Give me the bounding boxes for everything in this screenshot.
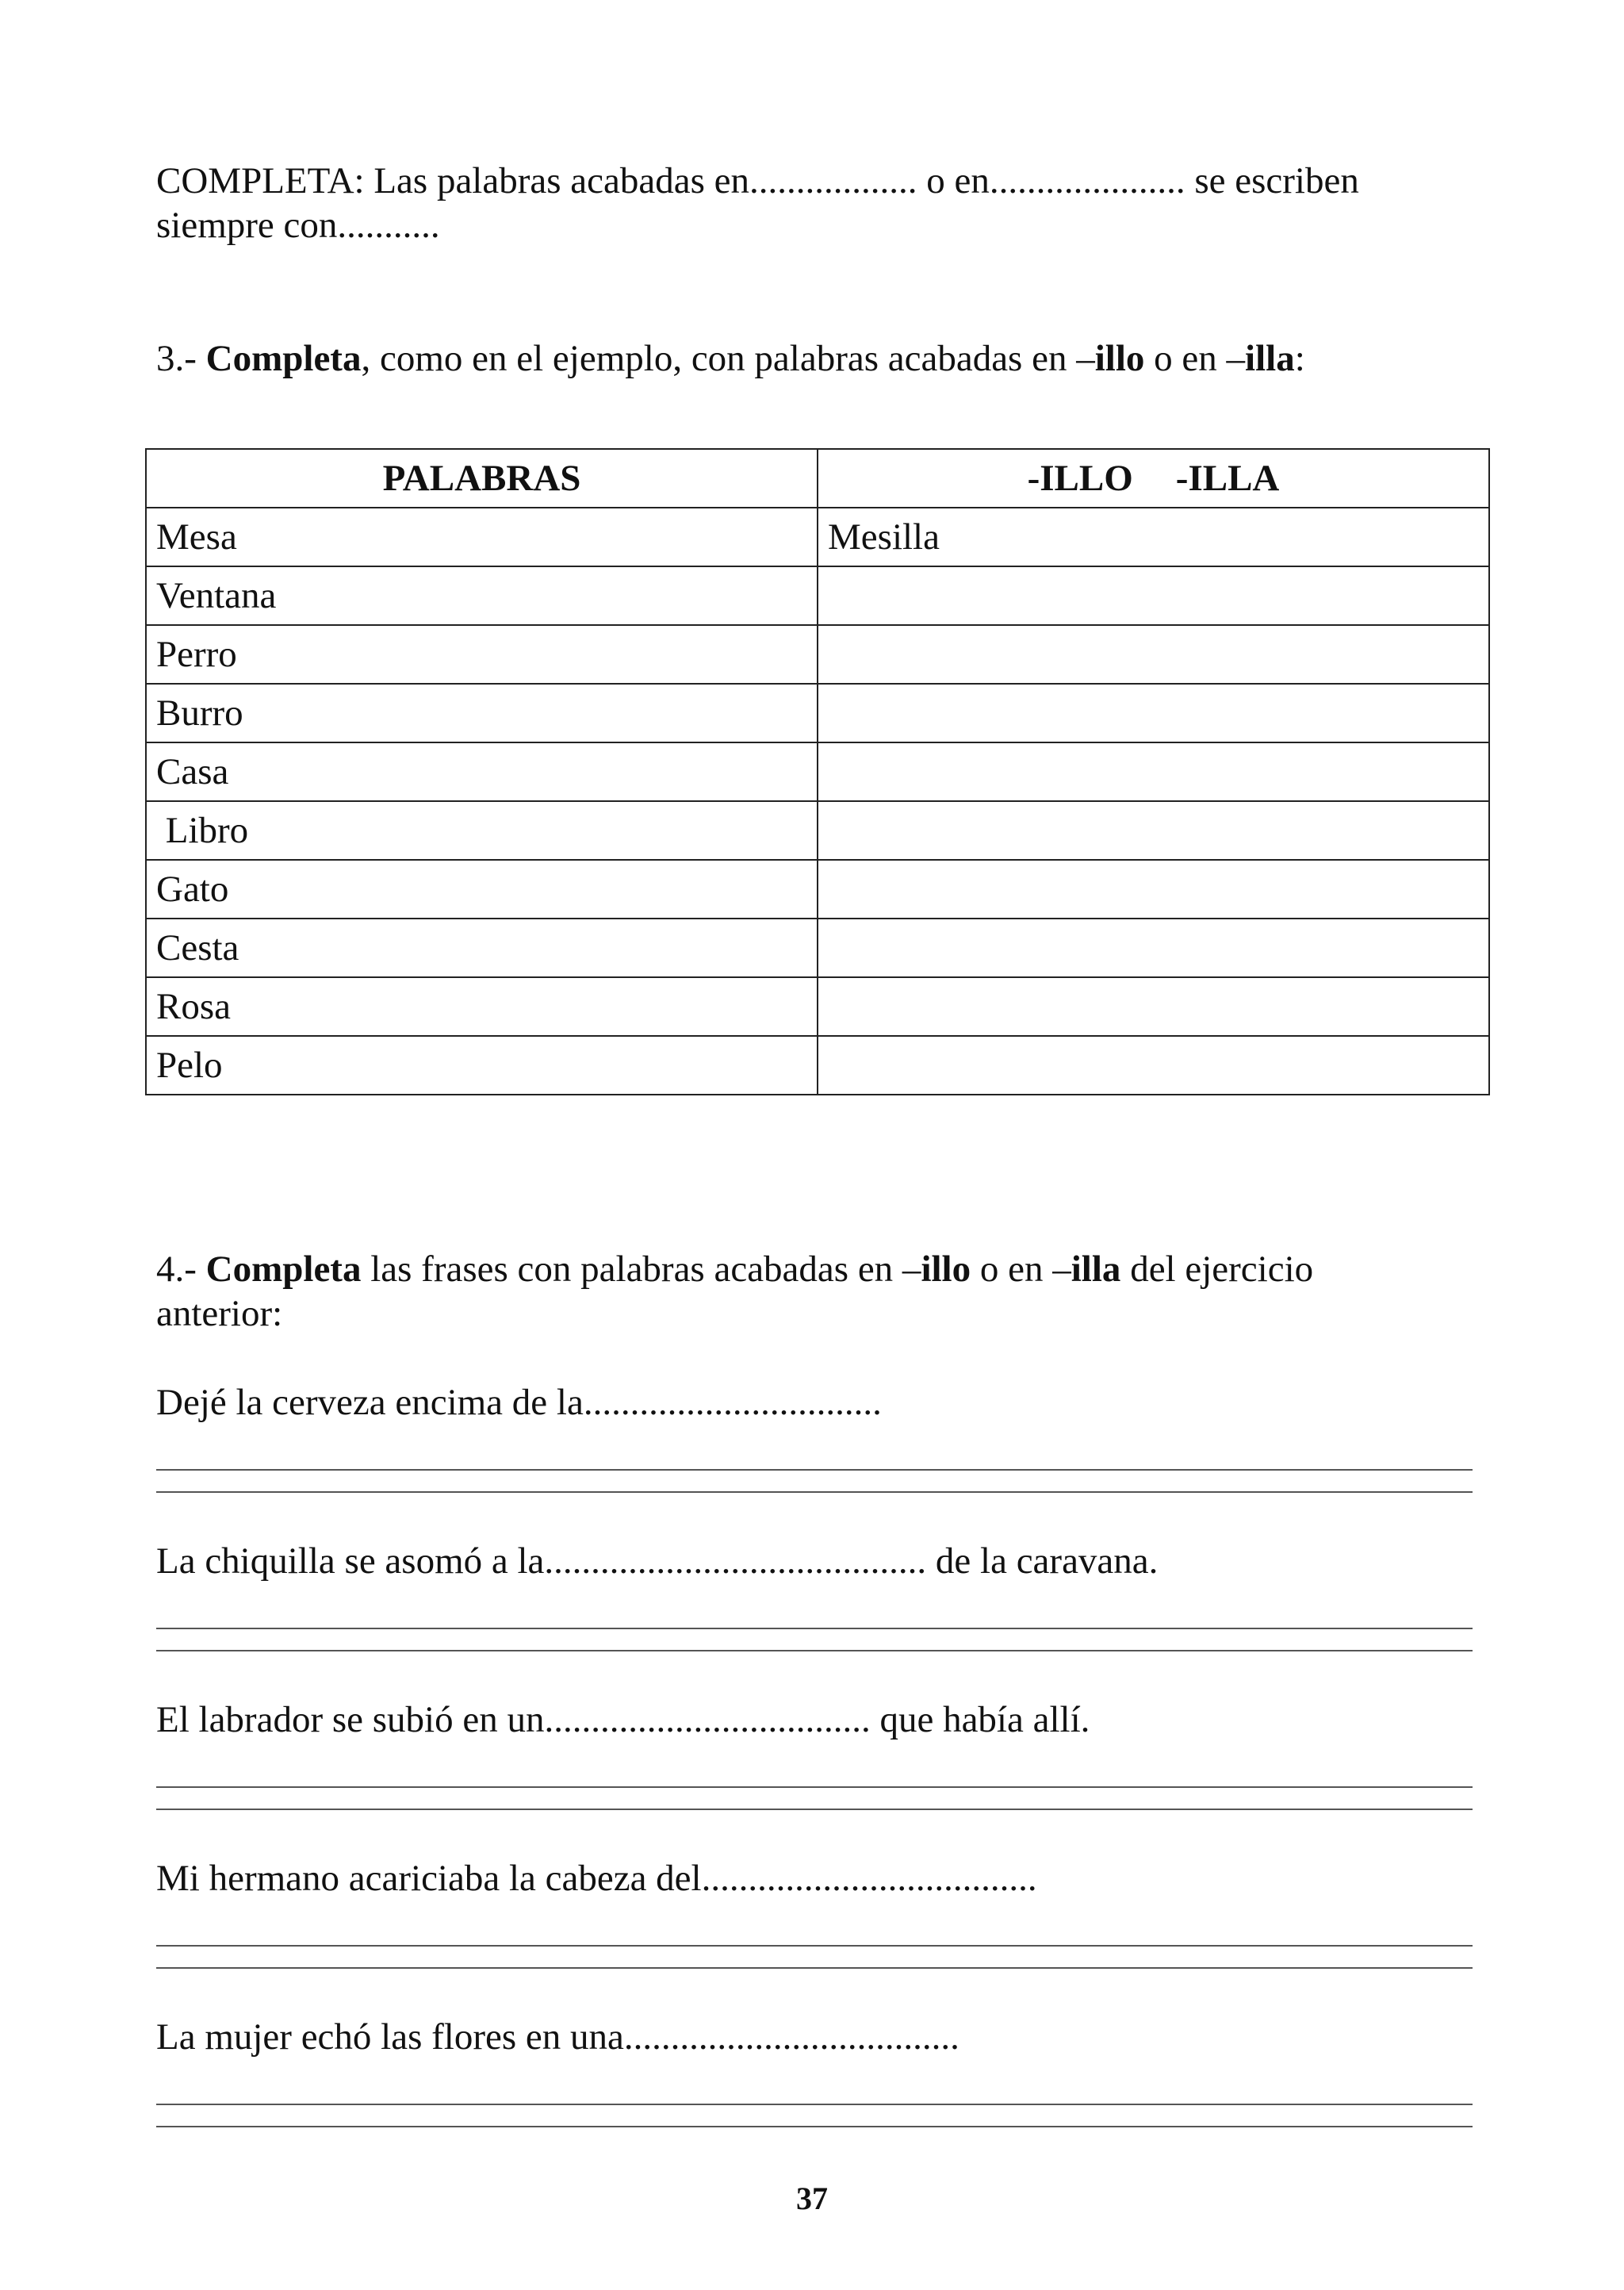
exercise-4-verb: Completa (205, 1249, 362, 1290)
exercise-3-instruction (156, 336, 1305, 381)
words-table (145, 448, 1490, 1095)
sentence-1: Dejé la cerveza encima de la................................ (156, 1382, 882, 1423)
exercise-4-number: 4.- (156, 1249, 206, 1290)
word-cell: Pelo (146, 1036, 818, 1095)
word-cell: Burro (146, 684, 818, 742)
exercise-3-verb: Completa (205, 338, 362, 379)
word-cell: Gato (146, 860, 818, 919)
table-row (146, 860, 1489, 919)
answer-line (156, 1967, 1473, 1969)
answer-cell (818, 684, 1489, 742)
sentence-4: Mi hermano acariciaba la cabeza del.................................... (156, 1858, 1037, 1899)
exercise-4-suffix-illo: illo (921, 1249, 971, 1290)
word-cell: Perro (146, 625, 818, 684)
header-illo: -ILLO (1027, 458, 1133, 499)
word-cell: Rosa (146, 977, 818, 1036)
table-row (146, 1036, 1489, 1095)
answer-cell (818, 977, 1489, 1036)
answer-cell (818, 919, 1489, 977)
answer-cell (818, 860, 1489, 919)
answer-cell (818, 801, 1489, 860)
sentence-2: La chiquilla se asomó a la......................................... de la caravana. (156, 1540, 1159, 1582)
answer-cell (818, 566, 1489, 625)
exercise-3-suffix-illa: illa (1245, 338, 1295, 379)
answer-line (156, 1491, 1473, 1493)
answer-line (156, 2104, 1473, 2105)
exercise-4-suffix-illa: illa (1071, 1249, 1121, 1290)
exercise-3-number: 3.- (156, 338, 206, 379)
answer-line (156, 2126, 1473, 2127)
table-row (146, 625, 1489, 684)
word-cell: Casa (146, 742, 818, 801)
exercise-4-text-a: las frases con palabras acabadas en – (361, 1249, 921, 1290)
intro-line-1: COMPLETA: Las palabras acabadas en.................. o en..................... se escriben (156, 160, 1359, 201)
exercise-4-instruction-line-2: anterior: (156, 1293, 283, 1334)
answer-line (156, 1650, 1473, 1651)
header-palabras: PALABRAS (146, 449, 818, 508)
answer-cell (818, 625, 1489, 684)
page-number: 37 (796, 2181, 828, 2216)
answer-line (156, 1628, 1473, 1629)
answer-cell (818, 1036, 1489, 1095)
word-cell: Libro (146, 801, 818, 860)
exercise-3-text-c: : (1294, 338, 1305, 379)
table-row (146, 919, 1489, 977)
sentence-3: El labrador se subió en un................................... que había allí. (156, 1699, 1090, 1740)
sentence-5: La mujer echó las flores en una.................................... (156, 2016, 959, 2058)
word-cell: Ventana (146, 566, 818, 625)
table-row (146, 977, 1489, 1036)
answer-line (156, 1945, 1473, 1947)
word-cell: Mesa (146, 508, 818, 566)
exercise-4-instruction (156, 1247, 1313, 1291)
exercise-3-text-a: , como en el ejemplo, con palabras acabadas en – (361, 338, 1095, 379)
table-row (146, 566, 1489, 625)
table-row (146, 742, 1489, 801)
table-row (146, 684, 1489, 742)
header-illa: -ILLA (1175, 458, 1280, 499)
exercise-4-text-c: del ejercicio (1120, 1249, 1314, 1290)
word-cell: Cesta (146, 919, 818, 977)
answer-cell: Mesilla (818, 508, 1489, 566)
exercise-4-text-b: o en – (971, 1249, 1071, 1290)
exercise-3-text-b: o en – (1144, 338, 1246, 379)
answer-line (156, 1809, 1473, 1810)
answer-line (156, 1786, 1473, 1788)
exercise-3-suffix-illo: illo (1094, 338, 1145, 379)
table-row (146, 508, 1489, 566)
header-suffixes (818, 449, 1489, 508)
table-row (146, 801, 1489, 860)
table-header-row (146, 449, 1489, 508)
intro-line-2: siempre con........... (156, 205, 440, 246)
answer-cell (818, 742, 1489, 801)
answer-line (156, 1469, 1473, 1471)
